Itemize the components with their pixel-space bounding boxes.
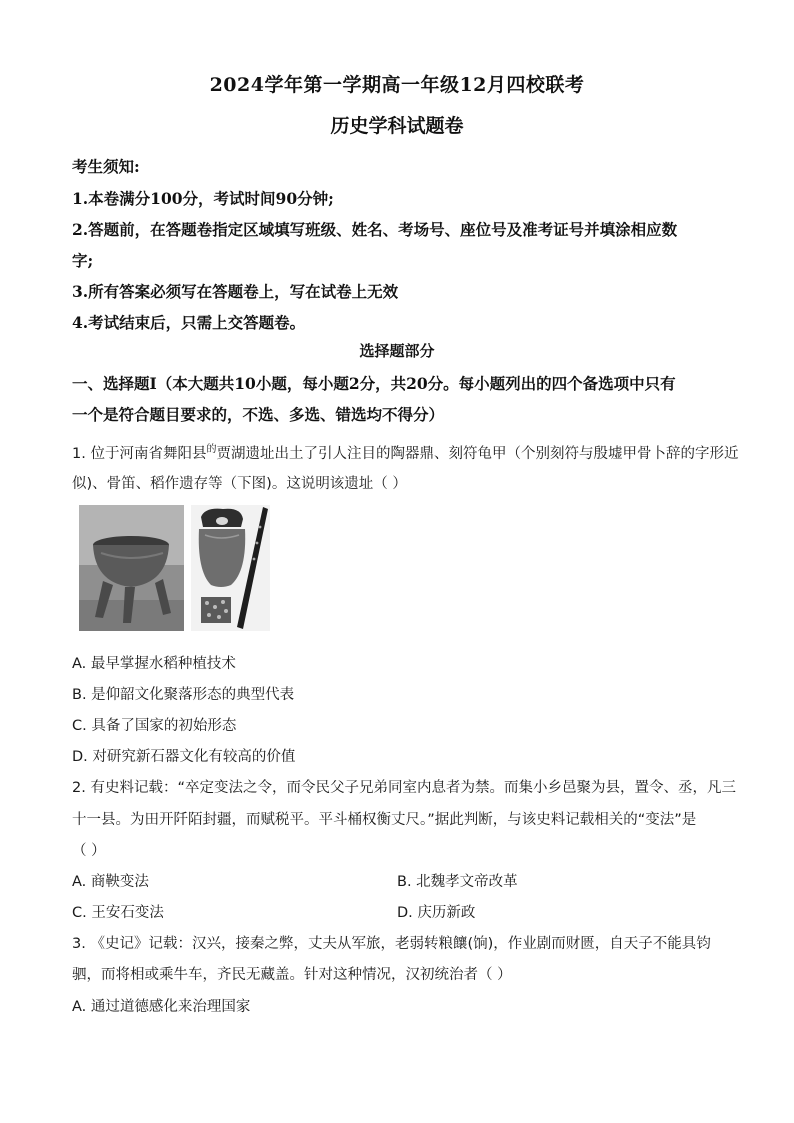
- question-2-stem: （ ）: [72, 843, 106, 859]
- pottery-tripod-image: [79, 505, 184, 631]
- notice-item: 2.答题前，在答题卷指定区域填写班级、姓名、考场号、座位号及准考证号并填涂相应数: [72, 220, 678, 239]
- question-2-stem: 2. 有史料记载：“卒定变法之令，而令民父子兄弟同室内息者为禁。而集小乡邑聚为县，置令、丞，凡三: [72, 780, 736, 796]
- question-2-option-a: A. 商鞅变法: [72, 874, 149, 890]
- question-1-text: 1. 位于河南省舞阳县: [72, 445, 207, 462]
- exam-subtitle: 历史学科试题卷: [330, 115, 464, 137]
- question-1-option-a: A. 最早掌握水稻种植技术: [72, 656, 236, 672]
- question-3-stem: 3. 《史记》记载：汉兴，接秦之弊，丈夫从军旅，老弱转粮饟(饷)，作业剧而财匮，自天子不能具钧: [72, 936, 711, 952]
- tortoise-shell-flute-image: [191, 505, 270, 631]
- question-2-option-c: C. 王安石变法: [72, 905, 164, 921]
- notice-item: 3.所有答案必须写在答题卷上，写在试卷上无效: [72, 282, 399, 301]
- question-3-option-a: A. 通过道德感化来治理国家: [72, 999, 251, 1015]
- notice-item: 4.考试结束后，只需上交答题卷。: [72, 313, 306, 332]
- notice-item: 字;: [72, 251, 94, 270]
- question-1-text: 贾湖遗址出土了引人注目的陶器鼎、刻符龟甲（个别刻符与殷墟甲骨卜辞的字形近: [216, 445, 739, 462]
- question-1-option-d: D. 对研究新石器文化有较高的价值: [72, 749, 296, 765]
- exam-title: 2024学年第一学期高一年级12月四校联考: [209, 74, 585, 96]
- question-1-stem: [72, 440, 738, 463]
- question-1-option-c: C. 具备了国家的初始形态: [72, 718, 237, 734]
- question-1-option-b: B. 是仰韶文化聚落形态的典型代表: [72, 687, 295, 703]
- part-instructions: 一、选择题Ⅰ（本大题共10小题，每小题2分，共20分。每小题列出的四个备选项中只有: [72, 374, 676, 393]
- notice-item: 1.本卷满分100分，考试时间90分钟;: [72, 189, 334, 208]
- question-2-option-d: D. 庆历新政: [397, 905, 476, 921]
- question-2-stem: 十一县。为田开阡陌封疆，而赋税平。平斗桶权衡丈尺。”据此判断，与该史料记载相关的“变法”是: [72, 812, 697, 828]
- question-1-superscript: 的: [206, 444, 217, 455]
- question-3-stem: 驷，而将相或乘牛车，齐民无藏盖。针对这种情况，汉初统治者（ ）: [72, 967, 512, 983]
- notice-heading: 考生须知:: [72, 157, 140, 176]
- question-2-option-b: B. 北魏孝文帝改革: [397, 874, 518, 890]
- question-1-stem: 似)、骨笛、稻作遗存等（下图)。这说明该遗址（ ）: [72, 476, 407, 492]
- part-instructions: 一个是符合题目要求的，不选、多选、错选均不得分）: [72, 405, 445, 424]
- section-title: 选择题部分: [359, 342, 435, 360]
